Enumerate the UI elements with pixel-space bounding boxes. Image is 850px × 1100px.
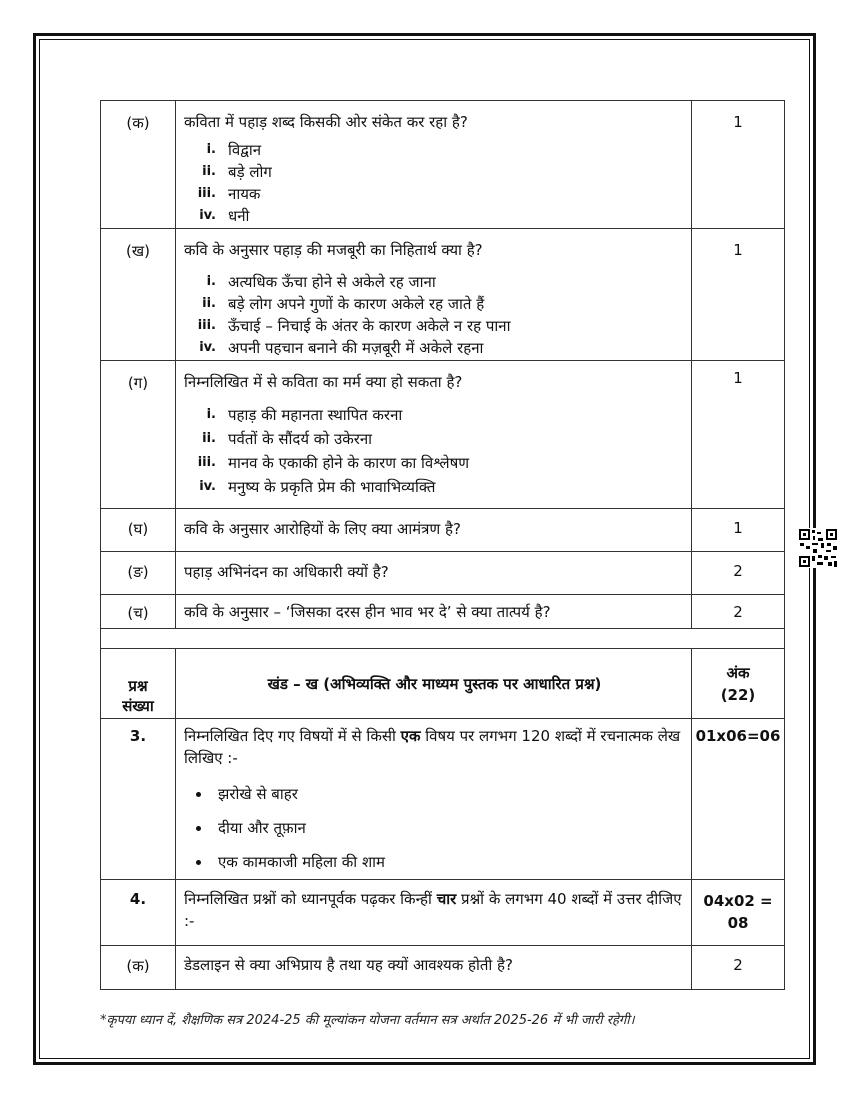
question-label: (क) <box>126 114 150 132</box>
table-row <box>101 509 785 552</box>
table-row <box>101 719 785 880</box>
list-item: • झरोखे से बाहर <box>212 777 685 811</box>
question-text: कविता में पहाड़ शब्द किसकी ओर संकेत कर रहा है? <box>184 113 468 131</box>
list-item: iii. मानव के एकाकी होने के कारण का विश्लेषण <box>197 454 470 472</box>
marks-value: 1 <box>733 241 743 259</box>
questions-table <box>100 100 785 990</box>
options-list <box>184 271 685 359</box>
list-item: ii. पर्वतों के सौंदर्य को उकेरना <box>202 430 373 448</box>
question-text: कवि के अनुसार – ‘जिसका दरस हीन भाव भर दे’ से क्या तात्पर्य है? <box>184 603 551 621</box>
footnote: *कृपया ध्यान दें, शैक्षणिक सत्र 2024-25 की मूल्यांकन योजना वर्तमान सत्र अर्थात 2025-26 में भी जारी रहेगी। <box>100 1013 635 1028</box>
table-row <box>101 361 785 509</box>
question-label: (च) <box>127 604 149 622</box>
question-text: डेडलाइन से क्या अभिप्राय है तथा यह क्यों आवश्यक होती है? <box>184 956 513 974</box>
list-item: iii. नायक <box>197 185 261 203</box>
question-text: निम्नलिखित में से कविता का मर्म क्या हो सकता है? <box>184 373 463 391</box>
table-row <box>101 229 785 361</box>
list-item: iv. अपनी पहचान बनाने की मज़बूरी में अकेले रहना <box>199 339 484 357</box>
options-list <box>184 139 685 227</box>
marks-value: 2 <box>733 956 743 974</box>
marks-total: (22) <box>720 685 756 704</box>
question-label: (ख) <box>126 242 150 260</box>
list-item: • दीया और तूफ़ान <box>212 811 685 845</box>
list-item: ii. बड़े लोग <box>202 163 272 181</box>
question-label: (ङ) <box>127 563 149 581</box>
table-row <box>101 101 785 229</box>
table-row <box>101 552 785 595</box>
marks-header: अंक <box>726 663 750 682</box>
table-row <box>101 595 785 629</box>
question-text: कवि के अनुसार पहाड़ की मजबूरी का निहितार्थ क्या है? <box>184 241 483 259</box>
marks-value: 1 <box>733 113 743 131</box>
question-label: 3. <box>129 727 147 745</box>
question-text: निम्नलिखित दिए गए विषयों में से किसी एक विषय पर लगभग 120 शब्दों में रचनात्मक लेख लिखिए :- <box>184 727 681 767</box>
list-item: i. अत्यधिक ऊँचा होने से अकेले रह जाना <box>206 273 436 291</box>
options-list <box>184 403 685 499</box>
list-item: ii. बड़े लोग अपने गुणों के कारण अकेले रह जाते हैं <box>202 295 485 313</box>
question-text: पहाड़ अभिनंदन का अधिकारी क्यों है? <box>184 563 389 581</box>
question-text: निम्नलिखित प्रश्नों को ध्यानपूर्वक पढ़कर किन्हीं चार प्रश्नों के लगभग 40 शब्दों में उत्तर दीजिए :- <box>184 890 682 930</box>
question-label: (क) <box>126 957 150 975</box>
list-item: iii. ऊँचाई – निचाई के अंतर के कारण अकेले न रह पाना <box>197 317 511 335</box>
list-item: • एक कामकाजी महिला की शाम <box>212 845 685 879</box>
spacer-row <box>101 629 785 649</box>
section-header-row <box>101 649 785 719</box>
table-row <box>101 880 785 946</box>
marks-value: 2 <box>733 562 743 580</box>
question-label: 4. <box>129 890 147 908</box>
marks-value: 01x06=06 <box>695 727 781 745</box>
section-title: खंड – ख (अभिव्यक्ति और माध्यम पुस्तक पर आधारित प्रश्न) <box>267 674 602 693</box>
list-item: iv. मनुष्य के प्रकृति प्रेम की भावाभिव्यक्ति <box>199 478 436 496</box>
question-label: (घ) <box>127 520 149 538</box>
marks-value: 04x02 = 08 <box>703 892 773 932</box>
question-text: कवि के अनुसार आरोहियों के लिए क्या आमंत्रण है? <box>184 520 461 538</box>
list-item: i. विद्वान <box>206 141 262 159</box>
marks-value: 1 <box>733 519 743 537</box>
list-item: iv. धनी <box>199 207 250 225</box>
marks-value: 1 <box>733 369 743 387</box>
marks-value: 2 <box>733 603 743 621</box>
list-item: i. पहाड़ की महानता स्थापित करना <box>206 406 403 424</box>
question-label: (ग) <box>127 374 149 392</box>
table-row <box>101 946 785 990</box>
qr-code-icon <box>798 528 838 568</box>
question-number-header: प्रश्न संख्या <box>122 677 154 715</box>
topics-list <box>184 777 685 879</box>
